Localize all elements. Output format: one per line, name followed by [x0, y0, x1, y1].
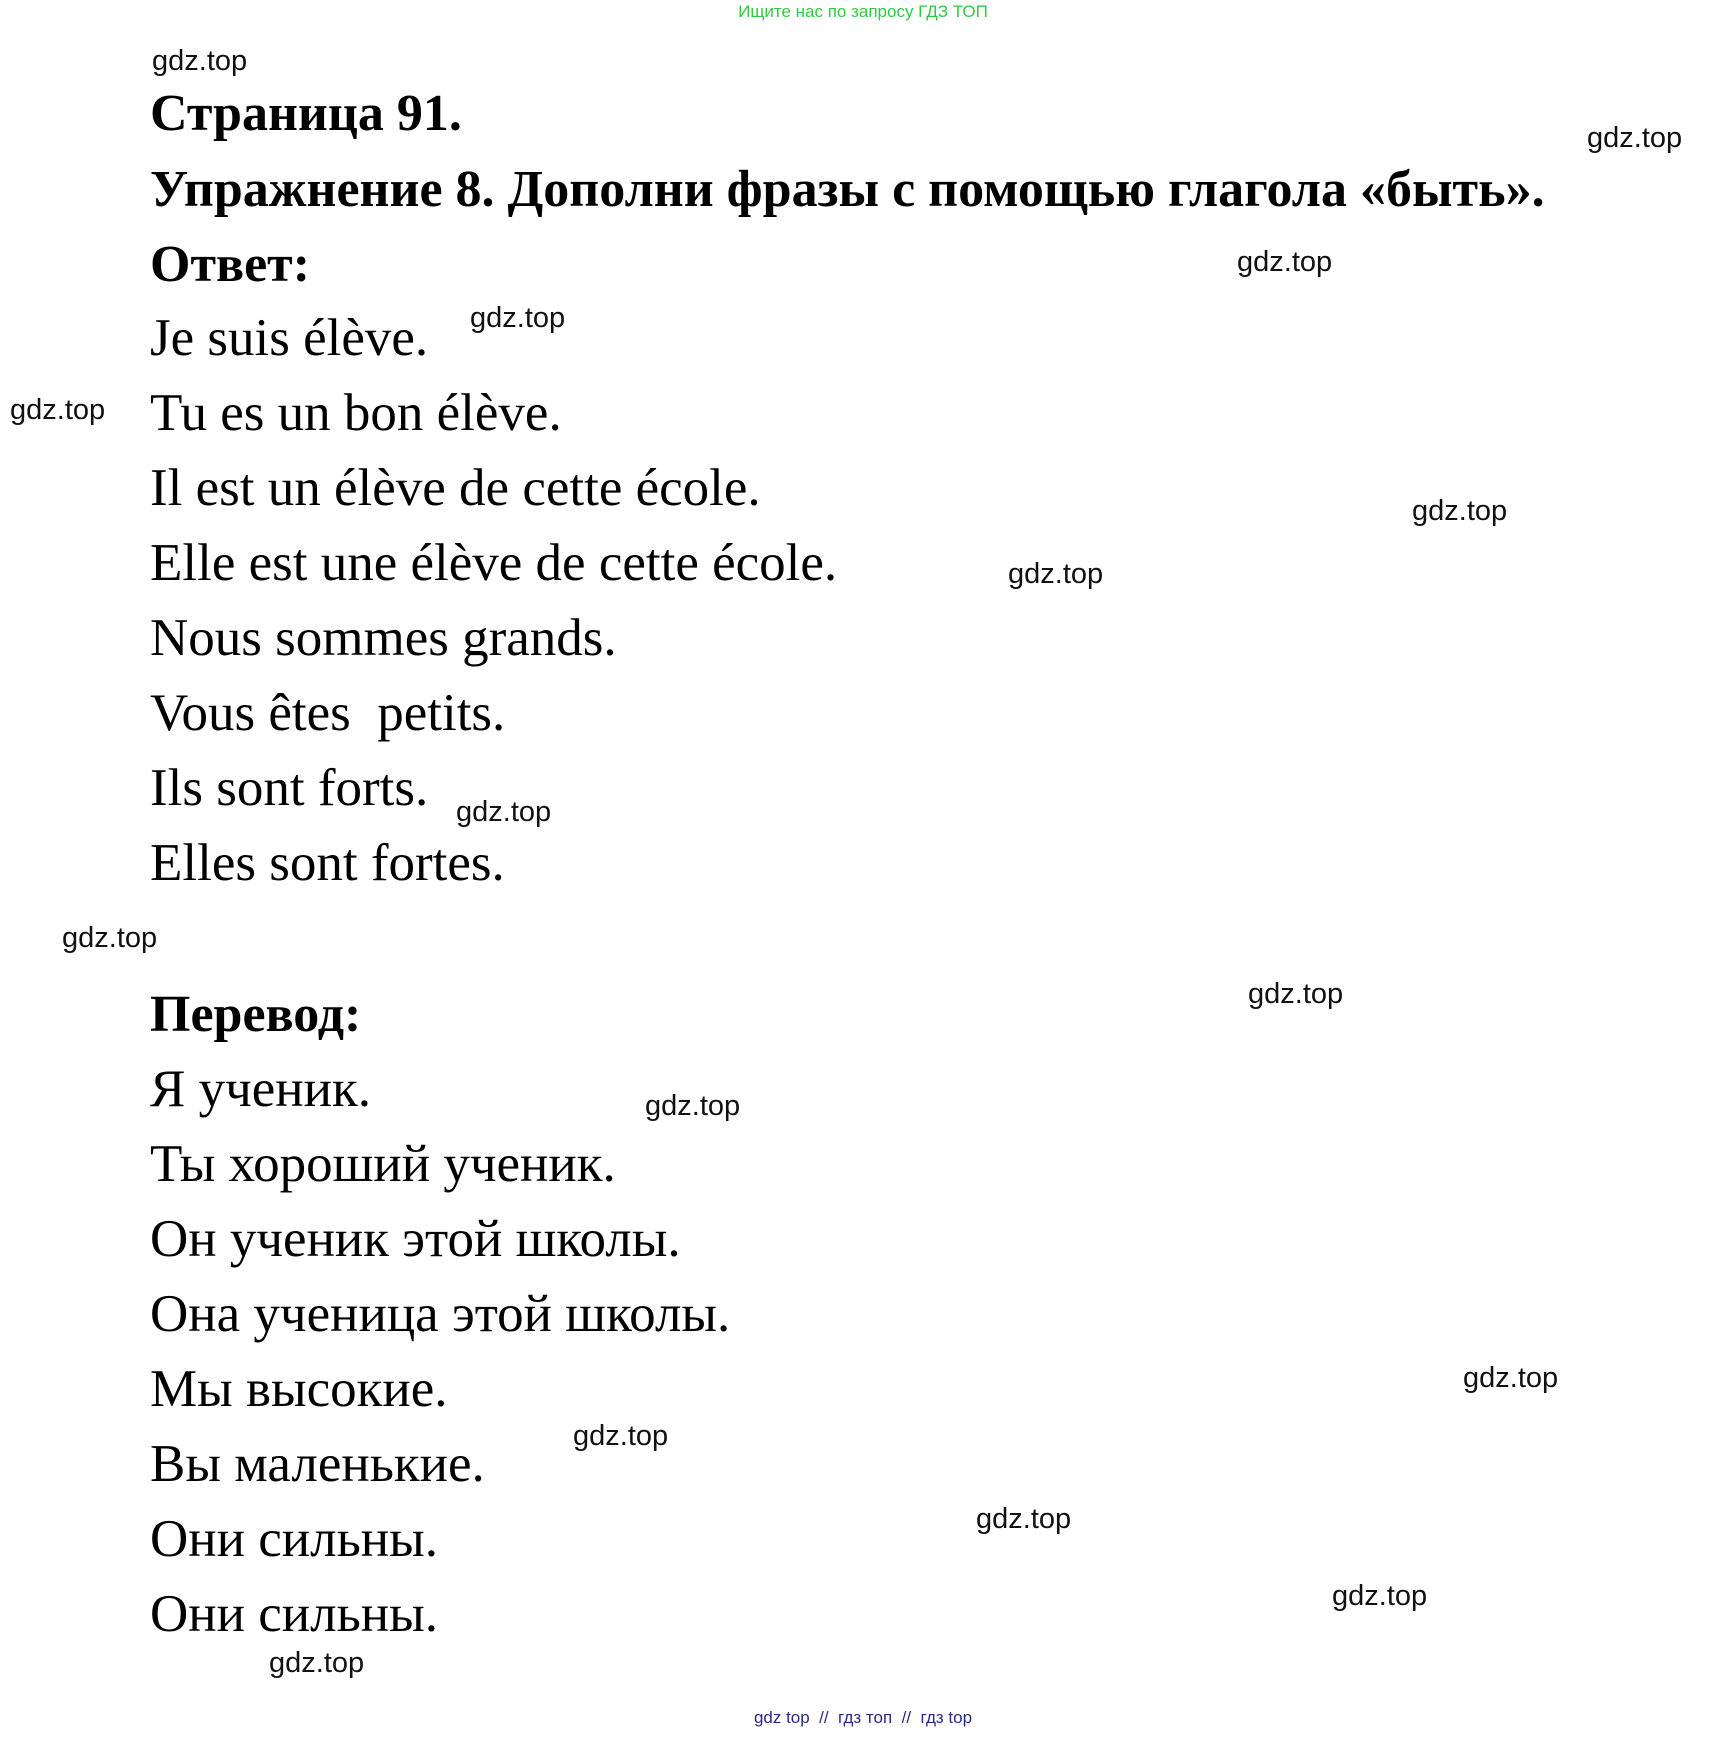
translation-line: Она ученица этой школы.: [150, 1285, 731, 1343]
answer-line: Il est un élève de cette école.: [150, 459, 761, 517]
footer-links[interactable]: gdz top // гдз топ // гдз top: [753, 1708, 973, 1727]
watermark: gdz.top: [1248, 978, 1344, 1010]
answer-label: Ответ:: [150, 236, 311, 293]
exercise-title: Упражнение 8. Дополни фразы с помощью глагола «быть».: [150, 161, 1545, 218]
answer-line: Tu es un bon élève.: [150, 384, 562, 442]
search-banner: Ищите нас по запросу ГДЗ ТОП: [738, 2, 988, 21]
watermark: gdz.top: [10, 394, 106, 426]
translation-line: Я ученик.: [150, 1060, 372, 1118]
watermark: gdz.top: [1332, 1580, 1428, 1612]
watermark: gdz.top: [62, 922, 158, 954]
translation-line: Он ученик этой школы.: [150, 1210, 681, 1268]
translation-line: Они сильны.: [150, 1585, 438, 1643]
watermark: gdz.top: [470, 302, 566, 334]
answer-line: Je suis élève.: [150, 309, 429, 367]
translation-line: Мы высокие.: [150, 1360, 448, 1418]
answer-line: Elles sont fortes.: [150, 834, 505, 892]
watermark: gdz.top: [1008, 558, 1104, 590]
watermark: gdz.top: [976, 1503, 1072, 1535]
answer-line: Vous êtes petits.: [150, 684, 506, 742]
page-title: Страница 91.: [150, 85, 462, 142]
translation-line: Вы маленькие.: [150, 1435, 485, 1493]
answer-line: Elle est une élève de cette école.: [150, 534, 838, 592]
watermark: gdz.top: [645, 1090, 741, 1122]
answer-line: Nous sommes grands.: [150, 609, 617, 667]
watermark: gdz.top: [269, 1647, 365, 1679]
translation-line: Ты хороший ученик.: [150, 1135, 616, 1193]
translation-label: Перевод:: [150, 986, 362, 1043]
watermark: gdz.top: [152, 45, 248, 77]
watermark: gdz.top: [573, 1420, 669, 1452]
watermark: gdz.top: [1587, 122, 1683, 154]
translation-line: Они сильны.: [150, 1510, 438, 1568]
watermark: gdz.top: [1237, 246, 1333, 278]
answer-line: Ils sont forts.: [150, 759, 429, 817]
watermark: gdz.top: [1412, 495, 1508, 527]
watermark: gdz.top: [1463, 1362, 1559, 1394]
watermark: gdz.top: [456, 796, 552, 828]
